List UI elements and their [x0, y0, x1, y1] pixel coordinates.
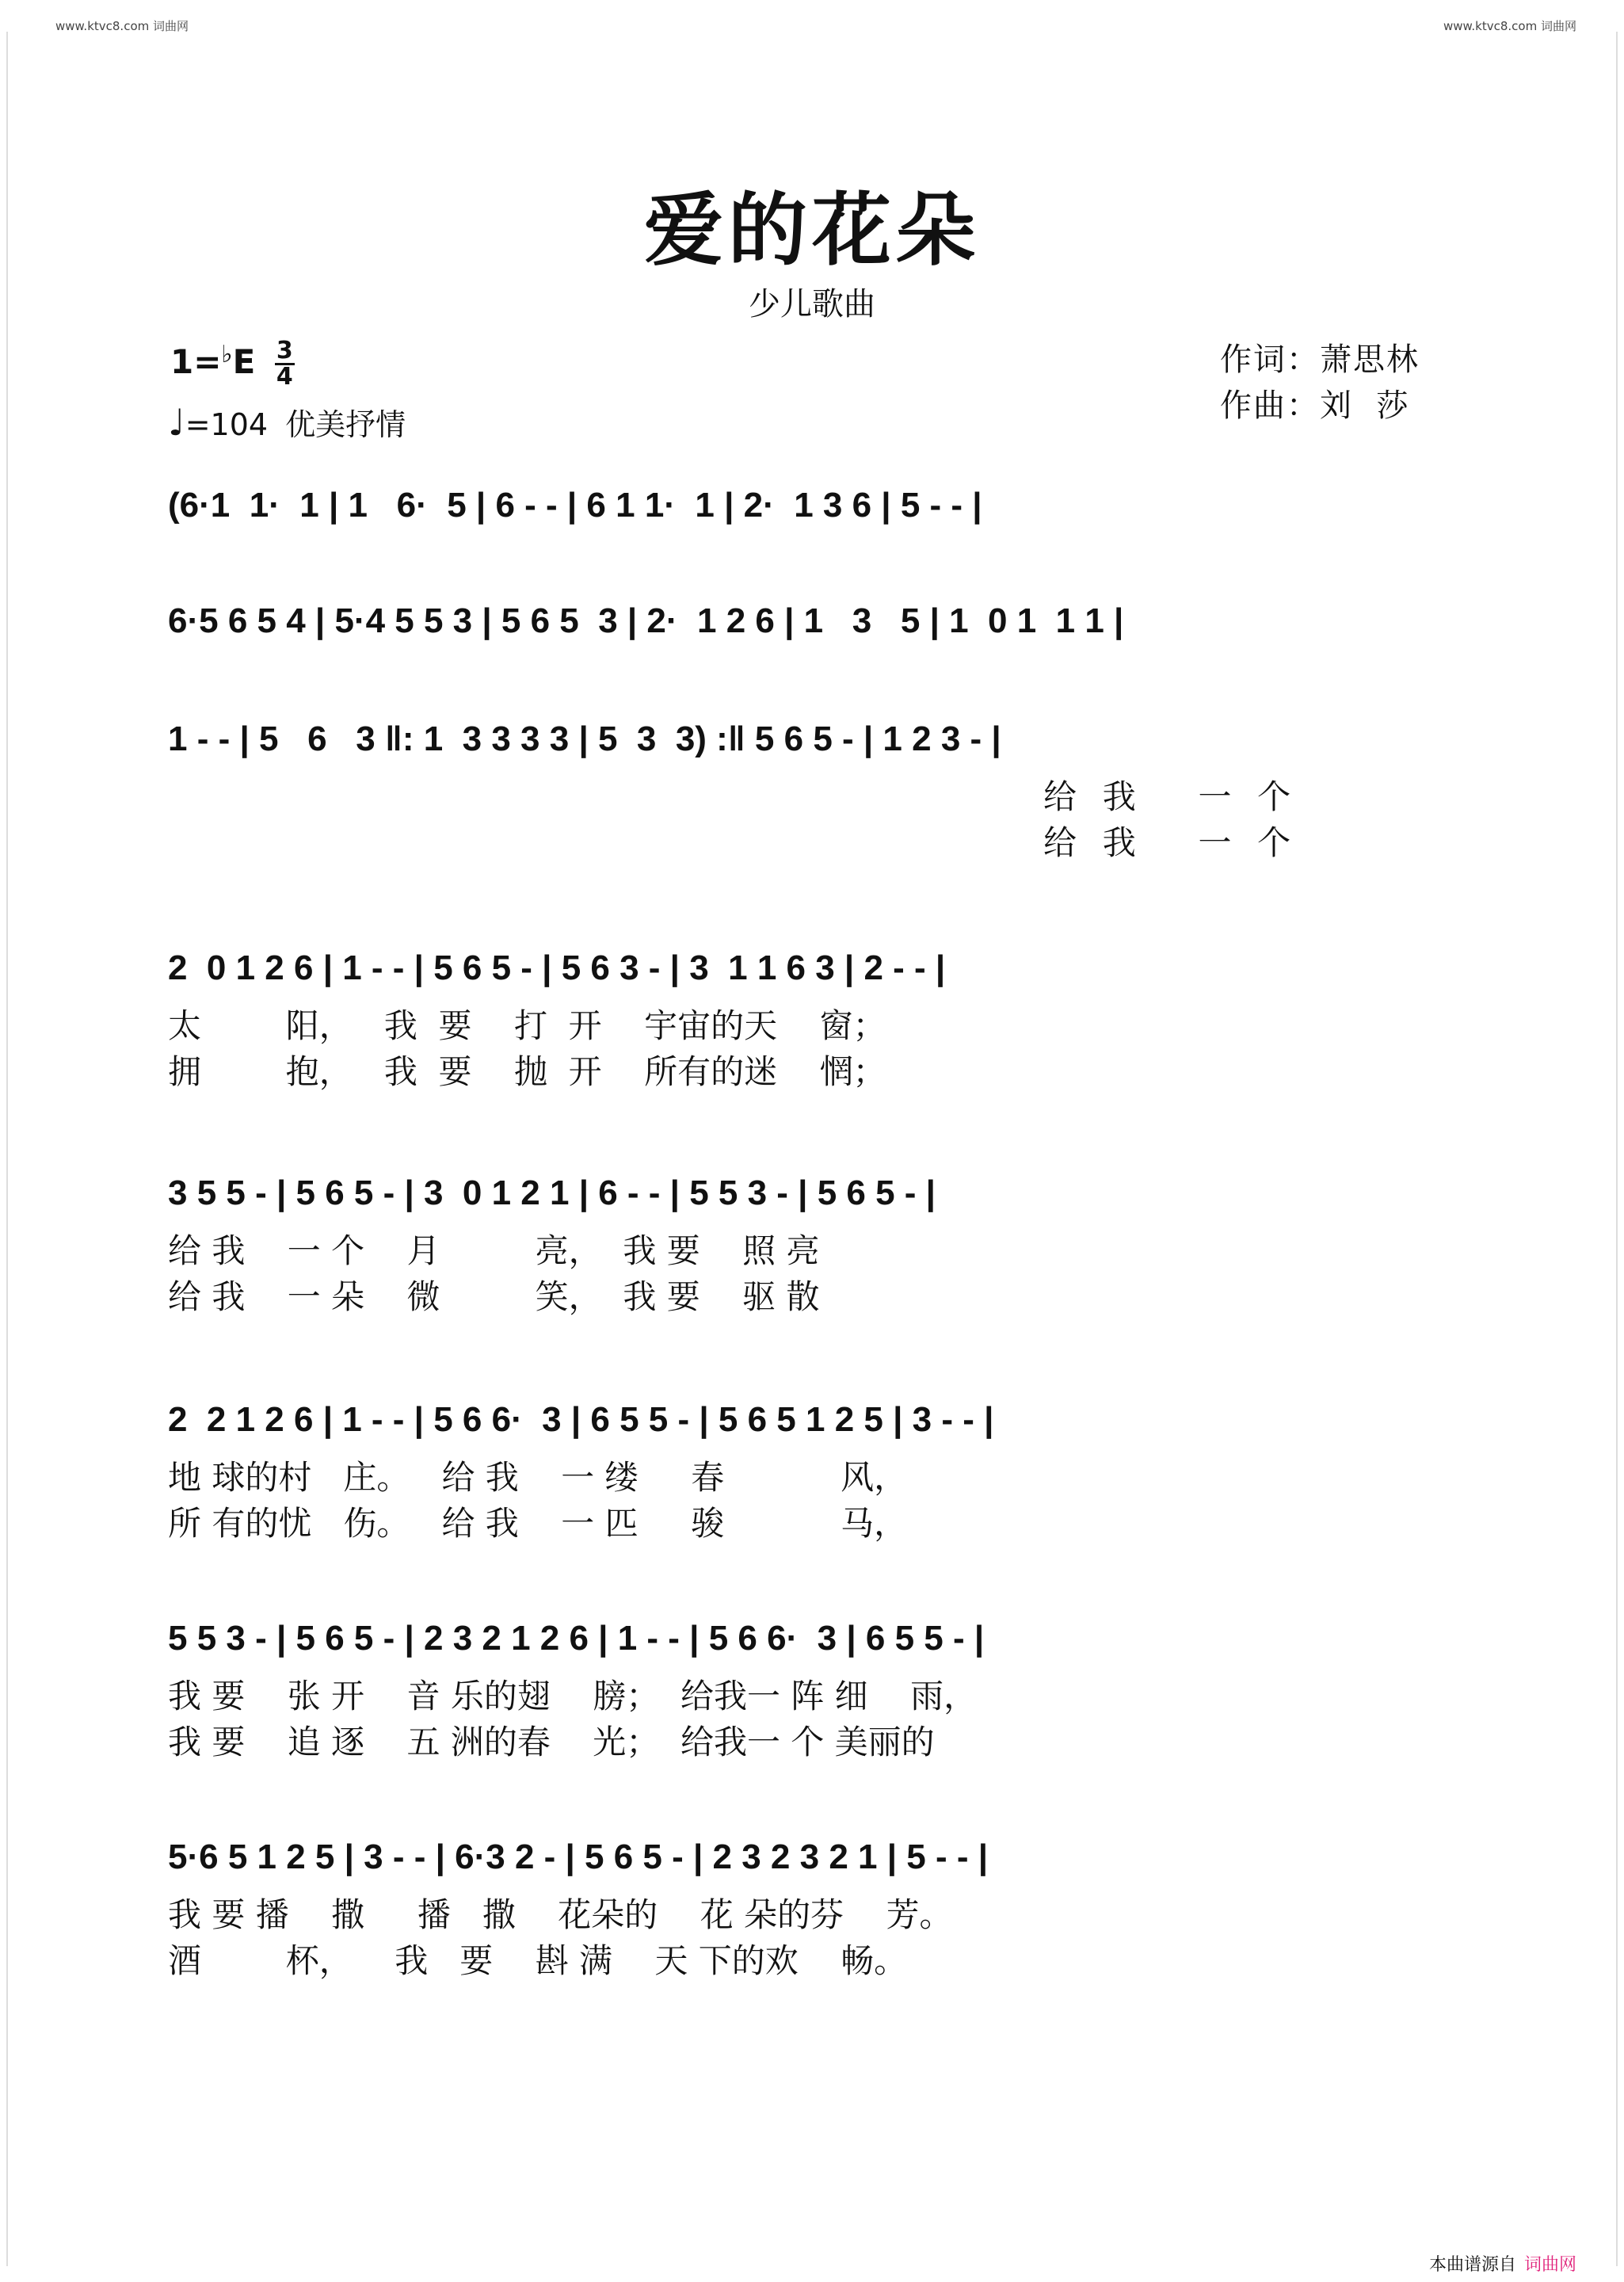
lyrics-verse-2: 拥 抱， 我 要 抛 开 所有的迷 惘；: [168, 1052, 886, 1091]
lyrics-verse-1: 我 要 张 开 音 乐的翅 膀； 给我一 阵 细 雨，: [168, 1677, 978, 1715]
score-line-1: [168, 482, 1459, 569]
notation: 3 5 5 - | 5 6 5 - | 3 0 1 2 1 | 6 - - | 5 5 3 - | 5 6 5 - |: [168, 1173, 936, 1212]
notation: 6·5 6 5 4 | 5·4 5 5 3 | 5 6 5 3 | 2· 1 2 6 | 1 3 5 | 1 0 1 1 1 |: [168, 601, 1124, 640]
notation: 2 0 1 2 6 | 1 - - | 5 6 5 - | 5 6 3 - | 3 1 1 6 3 | 2 - - |: [168, 948, 946, 987]
tempo-marking: [168, 400, 406, 444]
lyrics-verse-1: 地 球的村 庄。 给 我 一 缕 春 风，: [168, 1458, 908, 1497]
score-line-7: [168, 1615, 1459, 1761]
lyrics-verse-2: 酒 杯， 我 要 斟 满 天 下的欢 畅。: [168, 1941, 908, 1980]
lyrics-verse-2: 给 我 一 个: [1043, 823, 1293, 862]
key-note: E: [232, 342, 256, 381]
lyrics-verse-1: 给 我 一 个: [1043, 777, 1293, 816]
song-subtitle: 少儿歌曲: [749, 286, 875, 322]
time-bottom: 4: [276, 363, 293, 391]
score-line-5: [168, 1170, 1459, 1316]
notation: 2 2 1 2 6 | 1 - - | 5 6 6· 3 | 6 5 5 - | 5 6 5 1 2 5 | 3 - - |: [168, 1400, 994, 1439]
credits: [1220, 337, 1420, 429]
key-prefix: 1=: [170, 342, 222, 381]
lyrics-verse-2: 我 要 追 逐 五 洲的春 光； 给我一 个 美丽的: [168, 1723, 935, 1761]
score-line-4: [168, 944, 1459, 1091]
expression-mark: 优美抒情: [285, 407, 406, 442]
tempo-value: =104: [185, 407, 269, 442]
time-signature: [275, 339, 295, 389]
quarter-note-icon: ♩: [168, 401, 185, 444]
footer-site-link[interactable]: 词曲网: [1523, 2255, 1576, 2275]
song-title: 爱的花朵: [644, 183, 980, 277]
notation: 1 - - | 5 6 3 ‖: 1 3 3 3 3 | 5 3 3) :‖ 5 6 5 - | 1 2 3 - |: [168, 719, 1001, 758]
key-signature: [170, 339, 295, 389]
lyrics-verse-1: 我 要 播 撒 播 撒 花朵的 花 朵的芬 芳。: [168, 1895, 953, 1934]
flat-icon: ♭: [221, 341, 233, 368]
notation: 5 5 3 - | 5 6 5 - | 2 3 2 1 2 6 | 1 - - | 5 6 6· 3 | 6 5 5 - |: [168, 1619, 985, 1658]
score-line-6: [168, 1396, 1459, 1543]
notation: 5·6 5 1 2 5 | 3 - - | 6·3 2 - | 5 6 5 - | 2 3 2 3 2 1 | 5 - - |: [168, 1837, 989, 1876]
watermark-top-right: www.ktvc8.com 词曲网: [1443, 19, 1576, 33]
lyrics-verse-1: 给 我 一 个 月 亮， 我 要 照 亮: [168, 1231, 820, 1270]
score-line-2: [168, 597, 1459, 685]
right-border: [1616, 32, 1618, 2266]
footer-label: 本曲谱源自: [1428, 2255, 1516, 2275]
notation: (6·1 1· 1 | 1 6· 5 | 6 - - | 6 1 1· 1 | 2· 1 3 6 | 5 - - |: [168, 486, 982, 525]
watermark-top-left: www.ktvc8.com 词曲网: [55, 19, 189, 33]
lyrics-verse-1: 太 阳， 我 要 打 开 宇宙的天 窗；: [168, 1006, 886, 1045]
time-top: 3: [276, 337, 293, 364]
lyrics-verse-2: 所 有的忧 伤。 给 我 一 匹 骏 马，: [168, 1504, 908, 1543]
score-line-8: [168, 1834, 1459, 1980]
composer: 作曲：刘 莎: [1220, 387, 1410, 424]
left-border: [6, 32, 8, 2266]
lyrics-verse-2: 给 我 一 朵 微 笑， 我 要 驱 散: [168, 1277, 820, 1316]
lyricist: 作词：萧思林: [1220, 342, 1420, 378]
footer-source: [1429, 2251, 1576, 2276]
score-line-3: [168, 716, 1459, 862]
